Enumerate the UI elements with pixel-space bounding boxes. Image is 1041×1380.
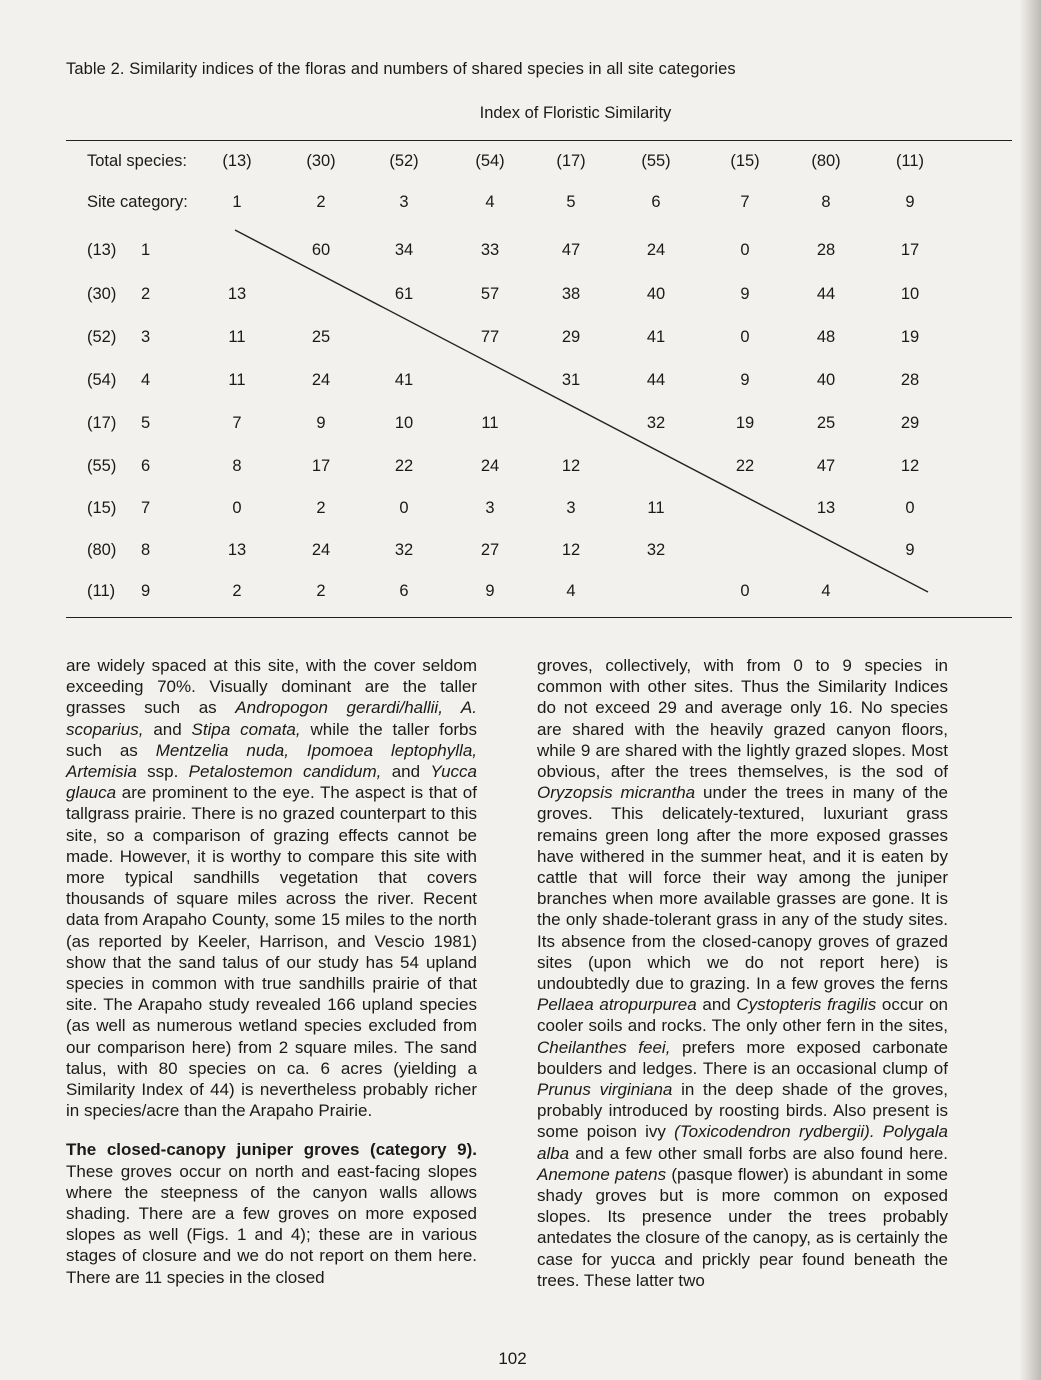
table-cell: 11 <box>647 499 665 517</box>
table-cell: 29 <box>561 328 581 346</box>
table-cell: 32 <box>394 541 414 559</box>
table-cell: 40 <box>816 371 836 389</box>
row-category-label: 5 <box>141 414 151 432</box>
table-cell: 27 <box>480 541 500 559</box>
table-cell: 24 <box>311 541 331 559</box>
table-cell: 24 <box>646 241 666 259</box>
table-cell: 22 <box>394 457 414 475</box>
site-category-value: 1 <box>232 193 242 211</box>
table-cell: 19 <box>735 414 755 432</box>
left-text-column <box>66 655 477 1288</box>
table-cell: 34 <box>394 241 414 259</box>
table-cell: 0 <box>740 241 750 259</box>
table-cell: 9 <box>740 285 750 303</box>
table-cell: 3 <box>566 499 576 517</box>
table-cell: 44 <box>646 371 666 389</box>
row-category-label: 3 <box>141 328 151 346</box>
table-cell: 41 <box>646 328 666 346</box>
table-caption: Table 2. Similarity indices of the floras and numbers of shared species in all site categories <box>66 60 736 78</box>
table-cell: 40 <box>646 285 666 303</box>
total-species-value: (11) <box>895 152 925 170</box>
row-total-label: (52) <box>87 328 117 346</box>
total-species-value: (52) <box>389 152 419 170</box>
table-cell: 4 <box>566 582 576 600</box>
table-cell: 32 <box>646 414 666 432</box>
table-cell: 11 <box>228 371 246 389</box>
table-cell: 57 <box>480 285 500 303</box>
table-cell: 0 <box>740 582 750 600</box>
row-category-label: 2 <box>141 285 151 303</box>
table-cell: 0 <box>232 499 242 517</box>
left-paragraph-2: The closed-canopy juniper groves (category 9). These groves occur on north and east-facing slopes where the steepness of the canyon walls allows shading. There are a few groves on more exposed slopes as well (Figs. 1 and 4); these are in various stages of closure and we do not report on them here. There are 11 species in the closed <box>66 1140 477 1287</box>
table-cell: 48 <box>816 328 836 346</box>
table-cell: 38 <box>561 285 581 303</box>
table-cell: 3 <box>485 499 495 517</box>
table-cell: 2 <box>316 499 326 517</box>
site-category-value: 9 <box>905 193 915 211</box>
table-cell: 7 <box>232 414 242 432</box>
row-total-label: (54) <box>87 371 117 389</box>
site-category-value: 4 <box>485 193 495 211</box>
table-cell: 41 <box>394 371 414 389</box>
table-cell: 17 <box>311 457 331 475</box>
table-cell: 25 <box>311 328 331 346</box>
table-cell: 6 <box>399 582 409 600</box>
table-cell: 29 <box>900 414 920 432</box>
total-species-value: (30) <box>306 152 336 170</box>
table-cell: 9 <box>485 582 495 600</box>
table-cell: 24 <box>311 371 331 389</box>
section-heading-juniper-groves: The closed-canopy juniper groves (category 9). <box>66 1140 477 1160</box>
site-category-value: 3 <box>399 193 409 211</box>
table-cell: 32 <box>646 541 666 559</box>
row-total-label: (80) <box>87 541 117 559</box>
table-cell: 47 <box>561 241 581 259</box>
table-cell: 2 <box>316 582 326 600</box>
total-species-value: (55) <box>641 152 671 170</box>
diagonal-line <box>235 230 928 592</box>
left-paragraph-1: are widely spaced at this site, with the cover seldom exceeding 70%. Visually dominant are the taller grasses such as Andropogon gerardi/hallii, A. scoparius, and Stipa comata, while the taller forbs such as Mentzelia nuda, Ipomoea leptophylla, Artemisia ssp. Petalostemon candidum, and Yucca glauca are prominent to the eye. The aspect is that of tallgrass prairie. There is no grazed counterpart to this site, so a comparison of grazing effects cannot be made. However, it is worthy to compare this site with more typical sandhills vegetation that covers thousands of square miles across the river. Recent data from Arapaho County, some 15 miles to the north (as reported by Keeler, Harrison, and Vescio 1981) show that the sand talus of our study has 54 upland species in common with true sandhills prairie of that site. The Arapaho study revealed 166 upland species (as well as numerous wetland species excluded from our comparison here) from 2 square miles. The sand talus, with 80 species on ca. 6 acres (yielding a Similarity Index of 44) is nevertheless probably richer in species/acre than the Arapaho Prairie. <box>66 656 478 1121</box>
table-cell: 0 <box>905 499 915 517</box>
table-cell: 25 <box>816 414 836 432</box>
row-total-label: (30) <box>87 285 117 303</box>
total-species-value: (13) <box>222 152 252 170</box>
row-category-label: 9 <box>141 582 151 600</box>
total-species-value: (15) <box>730 152 760 170</box>
table-cell: 13 <box>227 541 247 559</box>
site-category-value: 5 <box>566 193 576 211</box>
table-cell: 10 <box>900 285 920 303</box>
row-total-label: (13) <box>87 241 117 259</box>
row-category-label: 8 <box>141 541 151 559</box>
table-cell: 8 <box>232 457 242 475</box>
table-cell: 4 <box>821 582 831 600</box>
table-cell: 0 <box>399 499 409 517</box>
table-cell: 9 <box>905 541 915 559</box>
table-cell: 60 <box>311 241 331 259</box>
table-cell: 22 <box>735 457 755 475</box>
table-cell: 13 <box>816 499 836 517</box>
row-category-label: 4 <box>141 371 151 389</box>
site-category-label: Site category: <box>87 193 188 211</box>
total-species-value: (80) <box>811 152 841 170</box>
table-cell: 2 <box>232 582 242 600</box>
total-species-value: (17) <box>556 152 586 170</box>
table-cell: 12 <box>561 457 581 475</box>
row-total-label: (15) <box>87 499 117 517</box>
row-category-label: 6 <box>141 457 151 475</box>
table-cell: 9 <box>740 371 750 389</box>
table-cell: 77 <box>480 328 500 346</box>
table-cell: 33 <box>480 241 500 259</box>
table-cell: 28 <box>900 371 920 389</box>
table-cell: 17 <box>900 241 920 259</box>
table-diagonal <box>0 0 1041 640</box>
table-cell: 61 <box>394 285 414 303</box>
table-cell: 12 <box>900 457 920 475</box>
total-species-label: Total species: <box>87 152 187 170</box>
table-cell: 31 <box>561 371 581 389</box>
table-cell: 28 <box>816 241 836 259</box>
table-cell: 19 <box>900 328 920 346</box>
row-total-label: (55) <box>87 457 117 475</box>
site-category-value: 6 <box>651 193 661 211</box>
table-cell: 24 <box>480 457 500 475</box>
right-text-column <box>537 655 948 1291</box>
row-total-label: (11) <box>87 582 116 600</box>
total-species-value: (54) <box>475 152 505 170</box>
site-category-value: 2 <box>316 193 326 211</box>
site-category-value: 7 <box>740 193 750 211</box>
table-cell: 44 <box>816 285 836 303</box>
row-category-label: 7 <box>141 499 151 517</box>
site-category-value: 8 <box>821 193 831 211</box>
row-total-label: (17) <box>87 414 117 432</box>
table-cell: 13 <box>227 285 247 303</box>
table-super-header-text: Index of Floristic Similarity <box>479 104 672 122</box>
right-paragraph-1: groves, collectively, with from 0 to 9 species in common with other sites. Thus the Similarity Indices do not exceed 29 and average only 16. No species are shared with the heavily grazed canyon floors, while 9 are shared with the lightly grazed slopes. Most obvious, after the trees themselves, is the sod of Oryzopsis micrantha under the trees in many of the groves. This delicately-textured, luxuriant grass remains green long after the more exposed grasses have withered in the summer heat, and it is eaten by cattle that will force their way among the juniper branches when more available grasses are gone. It is the only shade-tolerant grass in any of the study sites. Its absence from the closed-canopy groves of grazed sites (upon which we do not report here) is undoubtedly due to grazing. In a few groves the ferns Pellaea atropurpurea and Cystopteris fragilis occur on cooler soils and rocks. The only other fern in the sites, Cheilanthes feei, prefers more exposed carbonate boulders and ledges. There is an occasional clump of Prunus virginiana in the deep shade of the groves, probably introduced by roosting birds. Also present is some poison ivy (Toxicodendron rydbergii). Polygala alba and a few other small forbs are also found here. Anemone patens (pasque flower) is abundant in some shady groves but is more common on exposed slopes. Its presence under the trees probably antedates the closure of the canopy, as is certainly the case for yucca and prickly pear found beneath the trees. These latter two <box>537 656 949 1290</box>
table-cell: 12 <box>561 541 581 559</box>
table-cell: 47 <box>816 457 836 475</box>
table-cell: 10 <box>394 414 414 432</box>
page-number: 102 <box>498 1349 527 1368</box>
table-cell: 9 <box>316 414 326 432</box>
table-cell: 0 <box>740 328 750 346</box>
row-category-label: 1 <box>141 241 151 259</box>
table-cell: 11 <box>228 328 246 346</box>
table-cell: 11 <box>481 414 499 432</box>
